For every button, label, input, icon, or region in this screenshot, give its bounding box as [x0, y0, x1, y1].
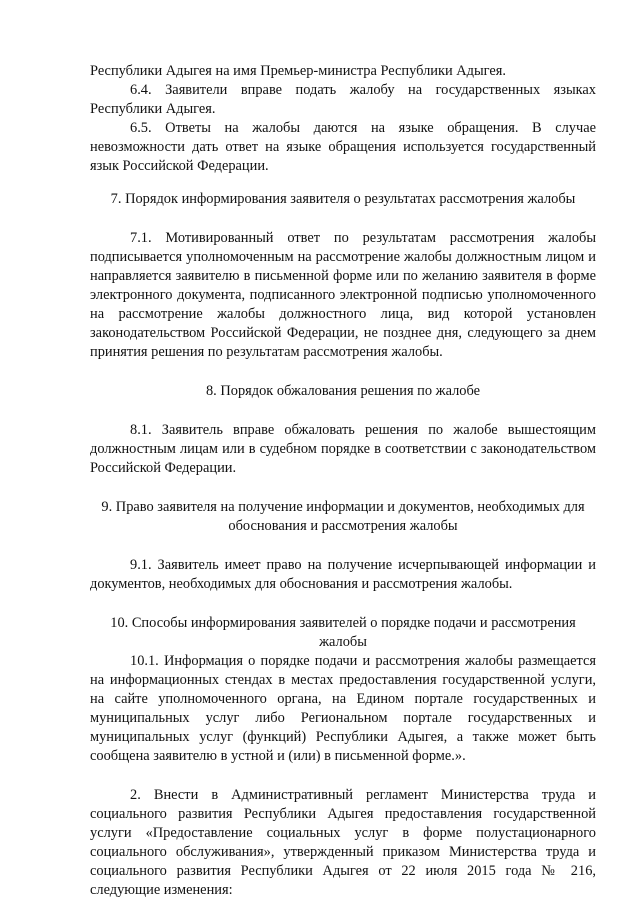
paragraph-6-5: 6.5. Ответы на жалобы даются на языке обращения. В случае невозможности дать ответ на языке обращения используется государственный язык Российской Федерации.	[90, 120, 596, 174]
section-heading-10: 10. Способы информирования заявителей о порядке подачи и рассмотрения жалобы	[110, 615, 576, 650]
paragraph-10-1: 10.1. Информация о порядке подачи и рассмотрения жалобы размещается на информационных стендах в местах предоставления государственной услуги, на сайте уполномоченного органа, на Едином портале государственных и муниципальных услуг либо Региональном портале государственных и муниципальных услуг (функций) Республики Адыгея, а также может быть сообщена заявителю в устной и (или) в письменной форме.».	[90, 653, 596, 764]
paragraph-6-4: 6.4. Заявители вправе подать жалобу на государственных языках Республики Адыгея.	[90, 82, 596, 117]
paragraph-continuation: Республики Адыгея на имя Премьер-министра Республики Адыгея.	[90, 63, 506, 79]
paragraph-8-1: 8.1. Заявитель вправе обжаловать решения по жалобе вышестоящим должностным лицам или в судебном порядке в соответствии с законодательством Российской Федерации.	[90, 422, 596, 476]
section-heading-9: 9. Право заявителя на получение информации и документов, необходимых для обоснования и рассмотрения жалобы	[101, 499, 585, 534]
document-page	[90, 62, 596, 900]
paragraph-7-1: 7.1. Мотивированный ответ по результатам рассмотрения жалобы подписывается уполномоченным на рассмотрение жалобы должностным лицом и направляется заявителю в письменной форме или по желанию заявителя в форме электронного документа, подписанного электронной подписью уполномоченного на рассмотрение жалобы должностного лица, вид которой установлен законодательством Российской Федерации, не позднее дня, следующего за днем принятия решения по результатам рассмотрения жалобы.	[90, 230, 596, 360]
paragraph-9-1: 9.1. Заявитель имеет право на получение исчерпывающей информации и документов, необходимых для обоснования и рассмотрения жалобы.	[90, 557, 596, 592]
section-heading-8: 8. Порядок обжалования решения по жалобе	[205, 383, 481, 399]
section-heading-7: 7. Порядок информирования заявителя о результатах рассмотрения жалобы	[110, 191, 576, 207]
paragraph-item-2: 2. Внести в Административный регламент Министерства труда и социального развития Республики Адыгея предоставления государственной услуги «Предоставление социальных услуг в форме полустационарного социального обслуживания», утвержденный приказом Министерства труда и социального развития Республики Адыгея от 22 июля 2015 года № 216, следующие изменения:	[90, 787, 596, 898]
